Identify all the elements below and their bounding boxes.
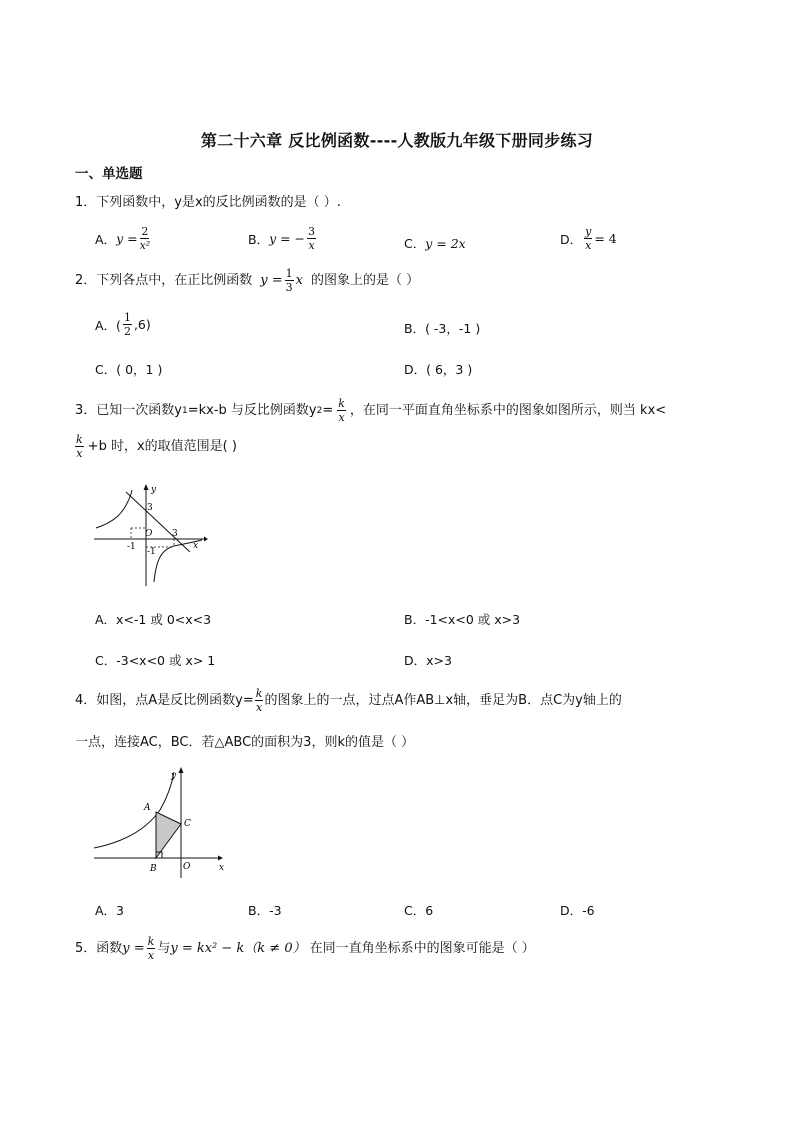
q2-a-fraction: $\frac{1}{2}$ [123,311,131,338]
q1-b-fraction: $\frac{3}{x}$ [308,225,316,252]
q3-graph-label-o: O [145,529,153,539]
q3-graph-label-y: y [151,485,157,495]
q2-option-a[interactable]: A．( $\frac{1}{2}$ ,6) [95,311,151,338]
q4-option-d[interactable]: D．-6 [560,903,595,918]
q3-hyperbola-left [96,490,132,528]
q2-stem: 2．下列各点中，在正比例函数 y = $\frac{1}{3}$ x 的图象上的是（ ） [75,267,420,294]
q1-option-c[interactable]: C． y = 2x [404,235,466,251]
q4-stem-line1: 4．如图，点A是反比例函数y= $\frac{k}{x}$ 的图象上的一点，过点A作AB⊥x轴，垂足为B．点C为y轴上的 [75,687,622,714]
q3-function-graph [90,482,208,590]
q3-graph-label-3y: 3 [147,503,153,513]
q4-graph-label-x: x [219,863,225,873]
q2-option-c[interactable]: C．( 0，1 ) [95,362,163,377]
q4-graph-label-a: A [144,803,151,813]
q4-graph-label-b: B [150,864,157,874]
q1-option-a[interactable]: A． y = $\frac{2}{\text{x²}}$ [95,225,151,252]
q3-graph-label-3x: 3 [172,529,178,539]
q1-a-fraction: $\frac{2}{\text{x²}}$ [139,225,151,252]
q3-graph-label-neg1x: -1 [127,542,136,552]
q1-d-fraction: $\frac{y}{x}$ [585,225,592,252]
q1-option-d[interactable]: D． $\frac{y}{x}$ = 4 [560,225,617,252]
q3-option-a[interactable]: A．x<-1 或 0<x<3 [95,612,212,627]
q4-option-c[interactable]: C．6 [404,903,434,918]
q5-stem: 5．函数 y = $\frac{k}{x}$ 与 y = kx² − k（k ≠ 0） 在同一直角坐标系中的图象可能是（ ） [75,935,535,962]
q1-option-b[interactable]: B． y = − $\frac{3}{x}$ [248,225,316,252]
q4-graph-label-c: C [184,819,191,829]
q4-stem-line2: 一点，连接AC，BC．若△ABC的面积为3，则k的值是（ ） [75,735,415,750]
q4-graph-label-o: O [183,862,191,872]
q3-stem-line1: 3．已知一次函数y 1 =kx-b 与反比例函数y 2 = $\frac{k}{x}$ ，在同一平面直角坐标系中的图象如图所示，则当 kx< [75,397,667,424]
q3-option-b[interactable]: B．-1<x<0 或 x>3 [404,612,521,627]
q3-option-c[interactable]: C．-3<x<0 或 x> 1 [95,653,216,668]
q3-option-d[interactable]: D．x>3 [404,653,452,668]
section-heading: 一、单选题 [75,166,143,182]
q4-option-a[interactable]: A．3 [95,903,125,918]
q3-graph-label-neg1y: -1 [147,547,156,557]
q4-triangle-abc [156,812,181,858]
q4-function-graph [90,764,230,880]
q3-stem-line2: $\frac{k}{x}$ +b 时，x的取值范围是( ) [76,433,237,460]
q2-option-b[interactable]: B．( -3，-1 ) [404,321,481,336]
page-title: 第二十六章 反比例函数----人教版九年级下册同步练习 [200,131,594,150]
q1-stem: 1．下列函数中，y是x的反比例函数的是（ ）. [75,195,341,210]
q4-graph-label-y: y [171,771,177,781]
q2-option-d[interactable]: D．( 6，3 ) [404,362,473,377]
q3-graph-label-x: x [193,541,199,551]
q4-option-b[interactable]: B．-3 [248,903,282,918]
